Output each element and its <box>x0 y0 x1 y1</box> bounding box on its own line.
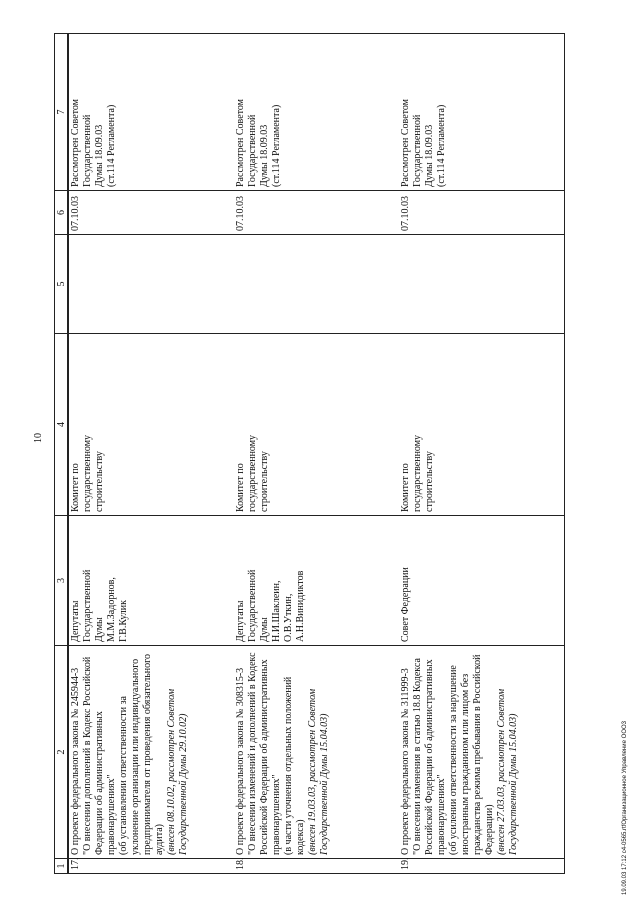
review-date: 07.10.03 <box>234 191 399 235</box>
text-line: Думы 18.09.03 <box>424 124 435 187</box>
text-line: правонарушениях" <box>106 774 117 855</box>
text-line: "О внесении дополнений в Кодекс Российской <box>82 656 93 855</box>
table-row <box>234 34 399 874</box>
text-line: (в части уточнения отдельных положений <box>283 676 294 855</box>
text-line: Думы <box>94 617 105 642</box>
text-line: правонарушениях" <box>271 774 282 855</box>
text-line: "О внесении изменения в статью 18.8 Кодекса <box>412 658 423 855</box>
text-line: О проекте федерального закона № 311999-3 <box>400 668 411 855</box>
text-line: гражданства режима пребывания в Российской <box>472 654 483 855</box>
table-body <box>68 34 565 874</box>
bill-authors <box>68 516 234 646</box>
text-line: строительству <box>424 451 435 512</box>
text-line: кодекса) <box>295 819 306 855</box>
page-number: 10 <box>33 433 44 443</box>
text-line: Государственной <box>82 114 93 187</box>
column-header: 4 <box>55 334 69 516</box>
responsible-committee <box>234 334 399 516</box>
text-line: Рассмотрен Советом <box>400 98 411 187</box>
responsible-committee <box>399 334 565 516</box>
text-line: А.Н.Винидиктов <box>295 570 306 642</box>
row-number: 19. <box>399 859 565 874</box>
file-footer: 19.09.03 17:12 c4-0565.rtfОрганизационное Управление ООО3 <box>622 721 628 895</box>
column-header: 5 <box>55 235 69 334</box>
text-line: О проекте федерального закона № 308315-3 <box>235 667 246 855</box>
text-line: О проекте федерального закона № 245944-3 <box>70 667 81 855</box>
text-line: Государственной <box>247 114 258 187</box>
table-row <box>399 34 565 874</box>
text-line: Федерации) <box>484 804 495 855</box>
bill-description <box>234 646 399 859</box>
column-header: 6 <box>55 191 69 235</box>
text-line: иностранным гражданином или лицом без <box>460 673 471 855</box>
text-line: предпринимателя от проведения обязательного <box>142 653 153 855</box>
text-line: Н.И.Шаклеин, <box>271 580 282 642</box>
text-line: Государственной Думы 15.04.03) <box>508 713 519 855</box>
text-line: Комитет по <box>235 463 246 512</box>
text-line: государственному <box>412 434 423 512</box>
text-line: Депутаты <box>235 600 246 642</box>
text-line: "О внесении изменений и дополнений в Кодекс <box>247 652 258 855</box>
text-line: Государственной Думы 29.10.02) <box>178 713 189 855</box>
text-line: Государственной <box>82 569 93 642</box>
text-line: Г.В.Кулик <box>118 599 129 642</box>
text-line: (внесен 08.10.02, рассмотрен Советом <box>166 688 177 855</box>
text-line: Государственной <box>412 114 423 187</box>
text-line: (ст.114 Регламента) <box>436 104 447 187</box>
text-line: Думы <box>259 617 270 642</box>
text-line: Рассмотрен Советом <box>235 98 246 187</box>
text-line: Рассмотрен Советом <box>70 98 81 187</box>
text-line: строительству <box>259 451 270 512</box>
text-line: Думы 18.09.03 <box>94 124 105 187</box>
review-status <box>68 34 234 191</box>
text-line: (ст.114 Регламента) <box>271 104 282 187</box>
text-line: М.М.Задорнов, <box>106 577 117 642</box>
column-number-header <box>55 34 69 874</box>
text-line: строительству <box>94 451 105 512</box>
rotated-table-page <box>54 34 634 874</box>
text-line: (ст.114 Регламента) <box>106 104 117 187</box>
text-line: Российской Федерации об административных <box>259 659 270 855</box>
column-5-cell <box>399 235 565 334</box>
text-line: Думы 18.09.03 <box>259 124 270 187</box>
bill-authors <box>234 516 399 646</box>
column-header: 1 <box>55 859 69 874</box>
text-line: государственному <box>82 434 93 512</box>
text-line: (внесен 19.03.03, рассмотрен Советом <box>307 688 318 855</box>
text-line: (внесен 27.03.03, рассмотрен Советом <box>496 688 507 855</box>
review-date: 07.10.03 <box>399 191 565 235</box>
responsible-committee <box>68 334 234 516</box>
review-status <box>399 34 565 191</box>
text-line: Совет Федерации <box>400 567 411 642</box>
row-number: 18. <box>234 859 399 874</box>
text-line: Комитет по <box>400 463 411 512</box>
text-line: О.В.Уткин, <box>283 593 294 642</box>
text-line: правонарушениях" <box>436 774 447 855</box>
column-5-cell <box>68 235 234 334</box>
text-line: аудита) <box>154 823 165 855</box>
column-header: 7 <box>55 34 69 191</box>
table-row <box>68 34 234 874</box>
bill-description <box>399 646 565 859</box>
text-line: Государственной Думы 15.04.03) <box>319 713 330 855</box>
text-line: государственному <box>247 434 258 512</box>
text-line: Федерации об административных <box>94 711 105 855</box>
bill-authors <box>399 516 565 646</box>
text-line: (об усилении ответственности за нарушение <box>448 665 459 855</box>
review-date: 07.10.03 <box>68 191 234 235</box>
text-line: Российской Федерации об административных <box>424 659 435 855</box>
bill-description <box>68 646 234 859</box>
text-line: (об установлении ответственности за <box>118 696 129 855</box>
row-number: 17. <box>68 859 234 874</box>
column-header: 3 <box>55 516 69 646</box>
review-status <box>234 34 399 191</box>
column-5-cell <box>234 235 399 334</box>
column-header: 2 <box>55 646 69 859</box>
bills-table <box>54 33 565 874</box>
text-line: Комитет по <box>70 463 81 512</box>
text-line: Государственной <box>247 569 258 642</box>
text-line: Депутаты <box>70 600 81 642</box>
text-line: уклонение организации или индивидуального <box>130 658 141 855</box>
